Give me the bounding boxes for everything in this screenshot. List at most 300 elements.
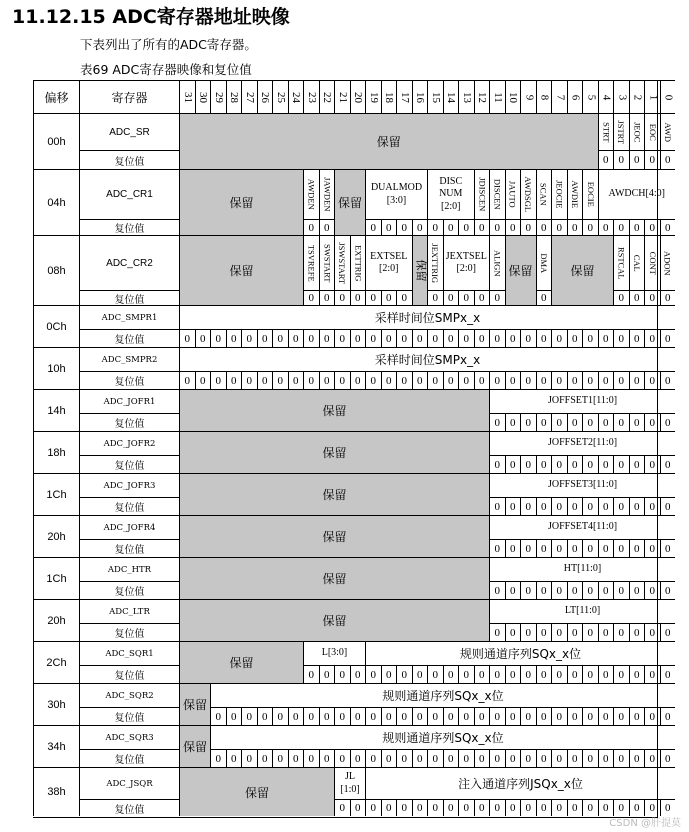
reset-bit (334, 799, 350, 816)
bit-field (489, 557, 675, 581)
cell-text: 注入通道序列JSQx_x位 (458, 777, 583, 791)
bit-field (365, 235, 412, 290)
reset-bit-value: 0 (510, 626, 516, 639)
reset-bit-value: 0 (556, 542, 562, 555)
reset-bit-value: 0 (432, 332, 438, 345)
reset-bit-value: 0 (525, 458, 531, 471)
reset-bit (613, 707, 629, 725)
reset-bit-value: 0 (665, 542, 671, 555)
reset-bit-value: 0 (479, 221, 485, 234)
reset-bit (567, 707, 583, 725)
cell-text: DISC NUM [2:0] (439, 175, 463, 212)
reset-bit (365, 290, 381, 305)
reset-bit (412, 665, 428, 683)
reset-bit-value: 0 (386, 802, 392, 814)
reset-bit (629, 539, 645, 557)
reset-bit-value: 0 (618, 500, 624, 513)
reset-bit-value: 0 (355, 374, 361, 387)
reset-bit (613, 455, 629, 473)
reset-bit-value: 0 (339, 668, 345, 681)
reserved-field (551, 235, 613, 305)
bit-field (303, 235, 319, 290)
bit-field (427, 235, 443, 290)
reset-bit-value: 0 (541, 584, 547, 597)
reset-bit (551, 539, 567, 557)
reset-bit-value: 0 (603, 584, 609, 597)
cell-text: 复位值 (114, 419, 145, 430)
reset-bit (613, 581, 629, 599)
reset-bit-value: 0 (448, 292, 454, 304)
header-bit-10 (505, 80, 521, 113)
cell-text: ADC_SMPR2 (101, 354, 158, 365)
cell-text: DMA (539, 253, 549, 273)
cell-text: 复位值 (114, 755, 145, 766)
reset-bit (303, 219, 319, 235)
reset-bit (567, 581, 583, 599)
cell-text: 复位值 (114, 587, 145, 598)
cell-text: JDISCEN (477, 177, 488, 212)
reset-bit (505, 329, 521, 347)
reset-bit (334, 707, 350, 725)
cell-text: 0Ch (46, 320, 67, 333)
reset-bit-value: 0 (603, 500, 609, 513)
cell-text: 10h (47, 362, 66, 375)
reset-bit-value: 0 (184, 332, 190, 345)
reset-bit (272, 749, 288, 767)
reset-bit (567, 539, 583, 557)
reset-bit (427, 329, 443, 347)
reset-bit-value: 0 (665, 416, 671, 429)
reset-bit (303, 371, 319, 389)
reset-bit-value: 0 (432, 221, 438, 234)
reset-bit-value: 0 (634, 221, 640, 234)
reset-bit (396, 219, 412, 235)
reset-bit (567, 371, 583, 389)
reset-bit (350, 749, 366, 767)
bit-field (489, 473, 675, 497)
reset-bit (660, 665, 676, 683)
bit-number: 28 (228, 91, 241, 103)
reset-bit-value: 0 (618, 710, 624, 723)
bit-field (210, 725, 675, 749)
header-bit-29 (210, 80, 226, 113)
bit-number: 18 (383, 91, 396, 103)
reset-bit (427, 707, 443, 725)
cell-text: CONT (647, 251, 658, 275)
cell-text: ADC_JOFR3 (103, 480, 156, 491)
register-name (79, 557, 179, 581)
bit-field (179, 305, 675, 329)
reset-bit-value: 0 (665, 626, 671, 639)
reset-bit-value: 0 (246, 374, 252, 387)
reset-bit (303, 329, 319, 347)
reserved-field (179, 641, 303, 683)
reset-bit (319, 329, 335, 347)
header-bit-5 (582, 80, 598, 113)
reset-bit (629, 665, 645, 683)
reset-bit-value: 0 (634, 710, 640, 723)
reset-bit (660, 150, 676, 169)
register-name (79, 389, 179, 413)
bit-field (613, 113, 629, 150)
reset-bit-value: 0 (262, 332, 268, 345)
reset-bit-value: 0 (665, 668, 671, 681)
reset-bit-value: 0 (603, 332, 609, 345)
cell-text: 04h (47, 196, 66, 209)
header-bit-19 (365, 80, 381, 113)
register-offset (33, 347, 79, 389)
cell-text: 00h (47, 135, 66, 148)
reset-bit-value: 0 (556, 752, 562, 765)
cell-text: SWSTART (322, 243, 333, 283)
reset-bit (381, 371, 397, 389)
reset-bit (241, 329, 257, 347)
register-offset (33, 683, 79, 725)
reset-bit (489, 329, 505, 347)
reset-bit (474, 371, 490, 389)
reset-bit (474, 329, 490, 347)
reset-bit-value: 0 (448, 332, 454, 345)
reset-bit-value: 0 (618, 292, 624, 304)
bit-number: 0 (662, 94, 675, 100)
reset-bit (520, 665, 536, 683)
bit-field (520, 169, 536, 219)
reset-bit (582, 707, 598, 725)
reset-bit-value: 0 (572, 416, 578, 429)
bit-field (210, 683, 675, 707)
reset-bit-value: 0 (432, 752, 438, 765)
reset-bit-value: 0 (355, 802, 361, 814)
reset-bit-value: 0 (339, 710, 345, 723)
reset-bit (520, 219, 536, 235)
reset-bit-value: 0 (587, 332, 593, 345)
bit-number: 2 (631, 94, 644, 100)
reset-bit (489, 665, 505, 683)
cell-text: 复位值 (114, 503, 145, 514)
reset-bit (567, 219, 583, 235)
reset-bit-value: 0 (525, 668, 531, 681)
header-bit-17 (396, 80, 412, 113)
cell-text: ADON (663, 250, 673, 276)
reset-bit-value: 0 (448, 802, 454, 814)
reset-bit (598, 371, 614, 389)
reset-bit (489, 290, 505, 305)
reset-bit (520, 799, 536, 816)
reset-bit (551, 413, 567, 431)
reset-bit-value: 0 (634, 626, 640, 639)
cell-text: 复位值 (114, 713, 145, 724)
reset-bit-value: 0 (339, 802, 345, 814)
reset-bit-value: 0 (634, 416, 640, 429)
reset-bit (505, 539, 521, 557)
bit-field (489, 235, 505, 290)
reset-bit-value: 0 (370, 668, 376, 681)
cell-text: 规则通道序列SQx_x位 (382, 689, 504, 703)
reset-bit (582, 623, 598, 641)
reset-bit-value: 0 (665, 802, 671, 814)
header-bit-22 (319, 80, 335, 113)
bit-field (350, 235, 366, 290)
reset-bit (567, 665, 583, 683)
cell-text: ADC_SQR2 (105, 690, 154, 701)
reset-bit-value: 0 (494, 584, 500, 597)
bit-field (551, 169, 567, 219)
reset-bit (613, 413, 629, 431)
reset-bit-value: 0 (231, 374, 237, 387)
bit-field (365, 169, 427, 219)
header-register (79, 80, 179, 113)
cell-text: 08h (47, 264, 66, 277)
cell-text: 14h (47, 404, 66, 417)
cell-text: 寄存器 (111, 90, 148, 105)
cell-text: 保留 (322, 488, 347, 502)
register-offset (33, 515, 79, 557)
register-name (79, 113, 179, 150)
reset-bit (644, 290, 660, 305)
cell-text: JOFFSET2[11:0] (547, 437, 618, 449)
reset-bit (210, 329, 226, 347)
reset-bit-value: 0 (541, 802, 547, 814)
reset-bit-value: 0 (649, 154, 655, 166)
reset-bit (567, 497, 583, 515)
reset-bit-value: 0 (510, 752, 516, 765)
reset-bit (629, 497, 645, 515)
reset-bit (536, 371, 552, 389)
reset-bit (644, 539, 660, 557)
reset-bit (319, 707, 335, 725)
header-bit-2 (629, 80, 645, 113)
reset-bit (334, 749, 350, 767)
bit-field (598, 113, 614, 150)
reset-bit (505, 623, 521, 641)
reset-bit-value: 0 (417, 802, 423, 814)
header-bit-23 (303, 80, 319, 113)
reset-bit (427, 799, 443, 816)
header-bit-18 (381, 80, 397, 113)
reset-bit (644, 665, 660, 683)
reset-bit (474, 707, 490, 725)
reset-bit-value: 0 (494, 752, 500, 765)
reset-bit (505, 413, 521, 431)
reset-bit (536, 799, 552, 816)
reset-bit (613, 497, 629, 515)
reset-bit (644, 497, 660, 515)
cell-text: ADC_LTR (109, 606, 150, 617)
reset-bit-value: 0 (494, 221, 500, 234)
reset-value-label (79, 623, 179, 641)
reset-bit-value: 0 (494, 802, 500, 814)
reset-bit-value: 0 (541, 292, 547, 304)
reset-bit-value: 0 (432, 710, 438, 723)
reserved-field (179, 767, 334, 816)
reset-bit (551, 371, 567, 389)
reset-bit-value: 0 (634, 154, 640, 166)
bit-field (536, 235, 552, 290)
reset-bit-value: 0 (370, 752, 376, 765)
reset-bit (412, 371, 428, 389)
bit-number: 26 (259, 91, 272, 103)
bit-field (613, 235, 629, 290)
reset-bit (458, 219, 474, 235)
reset-bit (474, 290, 490, 305)
cell-text: AWDCH[4:0] (608, 188, 665, 200)
reset-bit-value: 0 (386, 332, 392, 345)
reset-bit (365, 799, 381, 816)
reset-bit-value: 0 (448, 752, 454, 765)
cell-text: 2Ch (46, 656, 67, 669)
cell-text: AWDSGL (523, 176, 534, 213)
reset-bit (582, 219, 598, 235)
reset-bit-value: 0 (370, 332, 376, 345)
reset-bit (660, 413, 676, 431)
reset-bit (567, 749, 583, 767)
reset-bit (551, 455, 567, 473)
reset-bit (226, 749, 242, 767)
reset-bit (536, 455, 552, 473)
reset-bit-value: 0 (541, 710, 547, 723)
reset-bit-value: 0 (649, 374, 655, 387)
reset-bit-value: 0 (587, 542, 593, 555)
reset-bit (427, 219, 443, 235)
reset-value-label (79, 290, 179, 305)
reset-bit-value: 0 (215, 332, 221, 345)
reset-bit-value: 0 (324, 668, 330, 681)
cell-text: 复位值 (114, 671, 145, 682)
reset-bit-value: 0 (386, 752, 392, 765)
reset-bit-value: 0 (448, 221, 454, 234)
bit-number: 15 (429, 91, 442, 103)
reserved-field (179, 169, 303, 235)
reset-bit-value: 0 (572, 542, 578, 555)
reset-bit (334, 371, 350, 389)
reset-bit-value: 0 (634, 542, 640, 555)
header-offset (33, 80, 79, 113)
cell-text: EXTSEL [2:0] (370, 250, 408, 274)
reset-bit-value: 0 (494, 374, 500, 387)
reset-bit-value: 0 (262, 710, 268, 723)
reset-bit-value: 0 (634, 458, 640, 471)
cell-text: ADC_JOFR1 (103, 396, 156, 407)
reset-bit-value: 0 (556, 710, 562, 723)
reset-bit-value: 0 (401, 802, 407, 814)
cell-text: DISCEN (492, 179, 503, 210)
reset-bit (334, 290, 350, 305)
reset-bit-value: 0 (525, 710, 531, 723)
reset-bit (396, 371, 412, 389)
reset-bit (629, 150, 645, 169)
bit-number: 1 (646, 94, 659, 100)
reset-bit (179, 371, 195, 389)
header-bit-9 (520, 80, 536, 113)
reset-bit (412, 707, 428, 725)
reset-bit (443, 290, 459, 305)
header-bit-30 (195, 80, 211, 113)
header-bit-21 (334, 80, 350, 113)
reset-value-label (79, 413, 179, 431)
register-map-table (33, 80, 675, 818)
reset-bit-value: 0 (370, 802, 376, 814)
reset-bit (629, 749, 645, 767)
bit-field (629, 235, 645, 290)
reset-bit-value: 0 (401, 332, 407, 345)
reset-bit-value: 0 (541, 668, 547, 681)
reset-bit (365, 707, 381, 725)
cell-text: 保留 (508, 264, 533, 278)
cell-text: AWD (663, 122, 673, 142)
reset-bit-value: 0 (200, 332, 206, 345)
reset-value-label (79, 749, 179, 767)
reset-bit (598, 539, 614, 557)
reset-bit (505, 219, 521, 235)
reset-bit-value: 0 (525, 626, 531, 639)
reset-bit-value: 0 (401, 292, 407, 304)
reset-bit (365, 371, 381, 389)
reset-bit (319, 219, 335, 235)
reset-bit-value: 0 (525, 374, 531, 387)
register-offset (33, 473, 79, 515)
reset-bit (567, 455, 583, 473)
reset-bit (381, 707, 397, 725)
reset-bit-value: 0 (293, 332, 299, 345)
reset-bit (257, 329, 273, 347)
reset-bit-value: 0 (463, 221, 469, 234)
reset-bit (381, 290, 397, 305)
cell-text: L[3:0] (321, 647, 348, 659)
reset-value-label (79, 329, 179, 347)
cell-text: ADC_CR2 (106, 257, 153, 269)
cell-text: 20h (47, 614, 66, 627)
bit-number: 3 (615, 94, 628, 100)
reset-bit (551, 219, 567, 235)
reset-bit-value: 0 (587, 626, 593, 639)
cell-text: 保留 (322, 614, 347, 628)
reset-bit (660, 623, 676, 641)
cell-text: 复位值 (114, 224, 145, 235)
reset-bit-value: 0 (618, 542, 624, 555)
reset-bit-value: 0 (463, 752, 469, 765)
bit-field (629, 113, 645, 150)
reset-bit (412, 799, 428, 816)
reset-bit-value: 0 (649, 221, 655, 234)
reset-bit (443, 749, 459, 767)
reset-bit-value: 0 (587, 500, 593, 513)
reset-bit (334, 665, 350, 683)
reset-bit-value: 0 (262, 752, 268, 765)
reset-bit-value: 0 (324, 332, 330, 345)
reset-bit (474, 799, 490, 816)
reset-bit-value: 0 (603, 221, 609, 234)
reset-bit (396, 707, 412, 725)
reset-bit (474, 219, 490, 235)
reset-bit-value: 0 (308, 752, 314, 765)
bit-number: 17 (398, 91, 411, 103)
reset-bit-value: 0 (525, 584, 531, 597)
cell-text: JOFFSET3[11:0] (547, 479, 618, 491)
reset-bit-value: 0 (572, 374, 578, 387)
header-bit-20 (350, 80, 366, 113)
reset-bit-value: 0 (525, 416, 531, 429)
bit-field (489, 169, 505, 219)
header-bit-25 (272, 80, 288, 113)
reset-bit (241, 707, 257, 725)
reset-bit-value: 0 (510, 542, 516, 555)
reset-bit (536, 707, 552, 725)
reset-bit-value: 0 (432, 802, 438, 814)
reserved-field (179, 113, 598, 169)
reset-bit-value: 0 (649, 542, 655, 555)
reset-bit (598, 497, 614, 515)
bit-field (334, 767, 365, 799)
